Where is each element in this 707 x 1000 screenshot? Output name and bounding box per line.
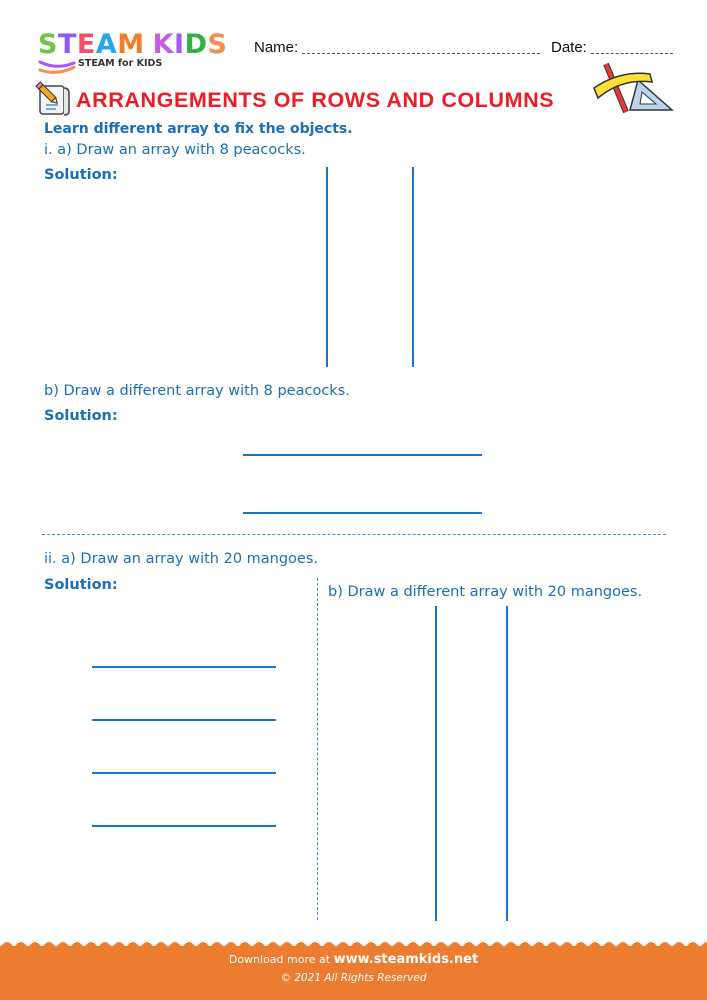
page-title: ARRANGEMENTS OF ROWS AND COLUMNS xyxy=(76,88,555,112)
name-field[interactable] xyxy=(302,53,540,54)
column-separator xyxy=(317,578,318,920)
logo-letter: T xyxy=(57,29,77,60)
logo-letter: S xyxy=(207,29,228,60)
logo-letter: E xyxy=(76,29,96,60)
divider-line xyxy=(412,167,414,367)
logo-letter: I xyxy=(174,29,185,60)
question-ii-a: ii. a) Draw an array with 20 mangoes. xyxy=(44,551,319,567)
divider-line xyxy=(92,666,276,668)
logo-letter: S xyxy=(38,29,58,60)
logo-wordmark xyxy=(38,30,227,60)
logo-subtitle: STEAM for KIDS xyxy=(78,58,163,69)
date-field[interactable] xyxy=(591,53,673,54)
solution-label: Solution: xyxy=(44,408,118,424)
divider-line xyxy=(243,454,482,456)
question-ii-b: b) Draw a different array with 20 mangoes. xyxy=(328,584,643,600)
date-label: Date: xyxy=(551,39,587,56)
name-label: Name: xyxy=(254,39,299,56)
footer xyxy=(0,946,707,1000)
divider-line xyxy=(435,606,437,921)
logo-swoosh-icon xyxy=(38,58,78,78)
divider-line xyxy=(92,772,276,774)
solution-label: Solution: xyxy=(44,167,118,183)
footer-website-link[interactable]: www.steamkids.net xyxy=(333,952,479,967)
divider-line xyxy=(92,825,276,827)
instruction-text: Learn different array to fix the objects. xyxy=(44,121,353,137)
logo-letter: M xyxy=(117,29,145,60)
question-i-a: i. a) Draw an array with 8 peacocks. xyxy=(44,142,306,158)
footer-copyright: © 2021 All Rights Reserved xyxy=(280,972,427,984)
divider-line xyxy=(326,167,328,367)
scallop-border-icon xyxy=(0,938,707,948)
footer-download-prefix: Download more at xyxy=(228,953,331,966)
logo-letter: D xyxy=(184,29,208,60)
ruler-setsquare-icon xyxy=(590,60,676,116)
logo-letter: A xyxy=(95,29,118,60)
divider-line xyxy=(92,719,276,721)
logo-letter: K xyxy=(152,29,175,60)
solution-label: Solution: xyxy=(44,577,118,593)
pencil-paper-icon xyxy=(34,80,72,118)
divider-line xyxy=(506,606,508,921)
question-i-b: b) Draw a different array with 8 peacocks. xyxy=(44,383,350,399)
divider-line xyxy=(243,512,482,514)
footer-download xyxy=(0,952,707,967)
steam-kids-logo xyxy=(38,30,238,76)
section-separator xyxy=(42,534,666,535)
